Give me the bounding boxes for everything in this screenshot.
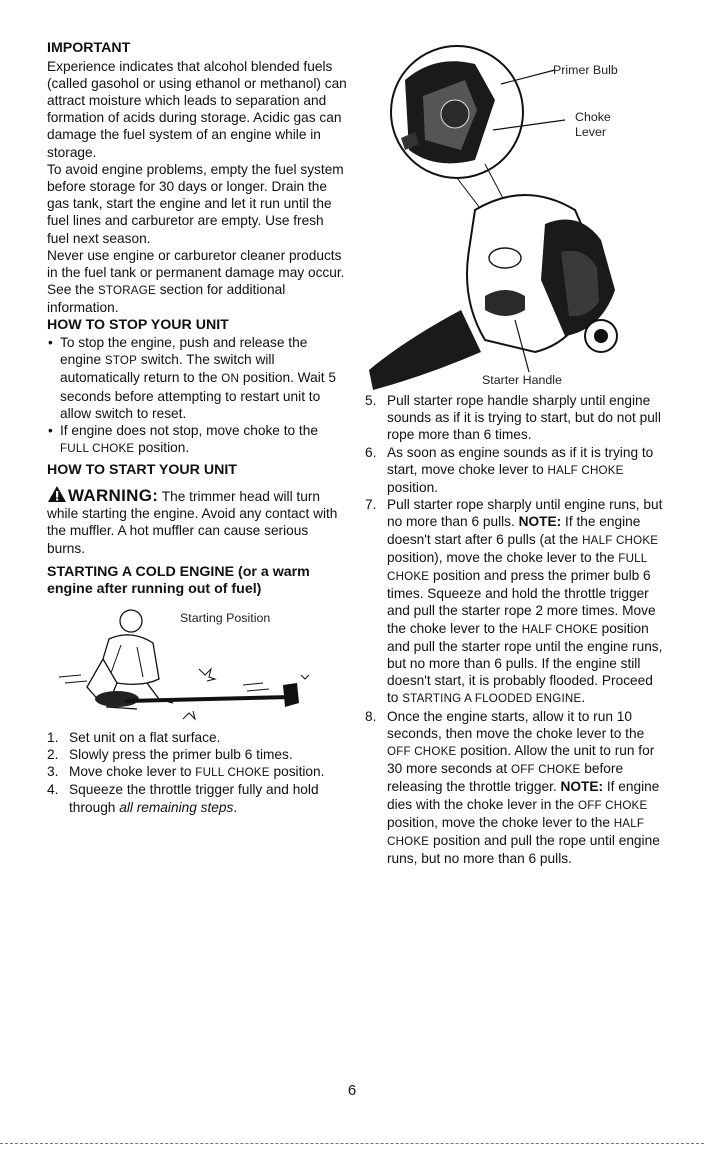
important-paragraph-3: Never use engine or carburetor cleaner products in the fuel tank or permanent damage may occur. (47, 247, 345, 280)
page-number: 6 (347, 1082, 357, 1099)
list-item: 7. Pull starter rope sharply until engine runs, but no more than 6 pulls. NOTE: If the engine doesn't start after 6 pulls (at the HALF CHOKE position), move the choke lever to the FULL CHOKE position and press the primer bulb 6 times. Squeeze and hold the throttle trigger and pull the starter rope 2 more times. Move the choke lever to the HALF CHOKE position and pull the starter rope until the engine runs, but no more than 6 pulls. If the engine still doesn't start, it is probably flooded. Proceed to STARTING A FLOODED ENGINE. (365, 497, 663, 706)
important-paragraph-1: Experience indicates that alcohol blended fuels (called gasohol or using ethanol or methanol) can attract moisture which leads to separation and formation of acids during storage. Acidic gas can damage the fuel system of an engine while in storage. (47, 58, 347, 160)
right-column (365, 40, 665, 867)
list-item: 5. Pull starter rope handle sharply until engine sounds as if it is trying to start, but do not pull rope more than 6 times. (365, 393, 661, 443)
starting-position-caption: Starting Position (180, 610, 271, 625)
choke-lever-label-line2: Lever (575, 125, 606, 139)
engine-illustration (365, 40, 665, 392)
steps-list-right (365, 392, 665, 867)
list-item: 6. As soon as engine sounds as if it is trying to start, move choke lever to HALF CHOKE position. (365, 444, 654, 496)
list-item: 8. Once the engine starts, allow it to run 10 seconds, then move the choke lever to the OFF CHOKE position. Allow the unit to run for 30 more seconds at OFF CHOKE before releasing the throttle trigger. NOTE: If engine dies with the choke lever in the OFF CHOKE position, move the choke lever to the HALF CHOKE position and pull the rope until engine runs, but no more than 6 pulls. (365, 708, 660, 867)
starter-handle-label: Starter Handle (482, 373, 562, 387)
list-item: 2. Slowly press the primer bulb 6 times. (47, 746, 293, 762)
important-paragraph-4: See the STORAGE section for additional information. (47, 282, 286, 316)
warning-text: The trimmer head will turn while starting the engine. Avoid any contact with the muffler. A hot muffler can cause serious burns. (47, 488, 338, 556)
list-item: 1. Set unit on a flat surface. (47, 729, 221, 745)
stop-bullet-list (47, 334, 347, 457)
primer-bulb-label: Primer Bulb (553, 63, 618, 77)
start-heading: HOW TO START YOUR UNIT (47, 462, 237, 479)
list-item: 3. Move choke lever to FULL CHOKE position. (47, 764, 325, 780)
engine-figure (365, 40, 665, 392)
warning-icon (47, 485, 67, 503)
list-item: 4. Squeeze the throttle trigger fully and hold through all remaining steps. (47, 782, 319, 815)
important-heading: IMPORTANT (47, 40, 131, 56)
list-item: • To stop the engine, push and release the engine STOP switch. The switch will automatically return to the ON position. Wait 5 seconds before attempting to restart unit to allow switch to reset. (48, 335, 336, 421)
left-column (47, 40, 347, 816)
warning-label: WARNING: (68, 485, 159, 505)
steps-list-left (47, 729, 347, 816)
important-paragraph-2: To avoid engine problems, empty the fuel system before storage for 30 days or longer. Drain the gas tank, start the engine and let it run until the fuel lines and carburetor are empty. Use fresh fuel next season. (47, 161, 344, 246)
bottom-divider (0, 1143, 704, 1144)
starting-position-figure (47, 599, 347, 729)
list-item: • If engine does not stop, move choke to the FULL CHOKE position. (48, 423, 318, 456)
stop-heading: HOW TO STOP YOUR UNIT (47, 316, 229, 333)
cold-engine-heading: STARTING A COLD ENGINE (or a warm engine after running out of fuel) (47, 563, 310, 598)
warning-block (47, 485, 347, 557)
choke-lever-label-line1: Choke (575, 110, 611, 124)
